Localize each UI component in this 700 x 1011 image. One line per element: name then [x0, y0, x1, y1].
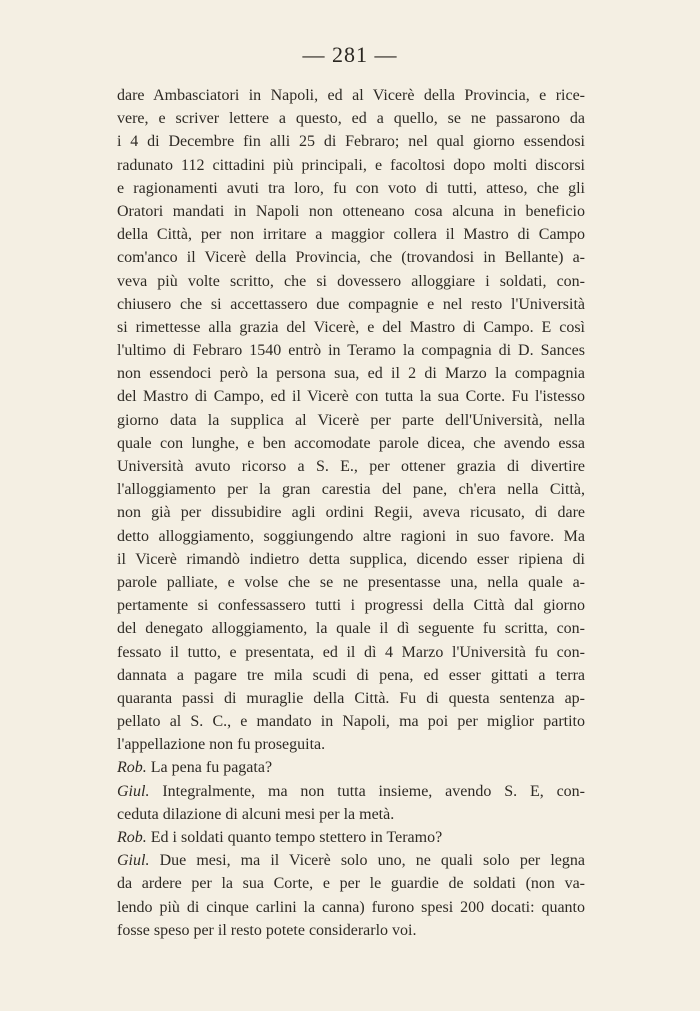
text-line: [117, 130, 585, 153]
text-line: [117, 293, 585, 316]
text-line: [117, 803, 585, 826]
text-line: [117, 177, 585, 200]
line-text: non già per dissubidire agli ordini Regii, aveva ricusato, di dare: [117, 504, 585, 522]
speaker-label: Giul.: [117, 782, 150, 800]
text-line: [117, 223, 585, 246]
line-text: fessato il tutto, e presentata, ed il dì 4 Marzo l'Università fu con-: [117, 643, 585, 661]
text-line: [117, 733, 585, 756]
line-text: non essendoci però la persona sua, ed il 2 di Marzo la compagnia: [117, 365, 585, 383]
text-line: [117, 571, 585, 594]
text-line: [117, 617, 585, 640]
line-text: l'alloggiamento per la gran carestia del pane, ch'era nella Città,: [117, 481, 585, 499]
line-text: parole palliate, e volse che se ne presentasse una, nella quale a-: [117, 573, 585, 591]
line-text: giorno data la supplica al Vicerè per parte dell'Università, nella: [117, 411, 585, 429]
line-text: si rimettesse alla grazia del Vicerè, e del Mastro di Campo. E così: [117, 318, 585, 336]
text-line: [117, 455, 585, 478]
speaker-label: Rob.: [117, 829, 147, 846]
text-line: [117, 84, 585, 107]
text-line: [117, 385, 585, 408]
line-text: il Vicerè rimandò indietro detta supplica, dicendo esser ripiena di: [117, 550, 585, 568]
text-line: [117, 409, 585, 432]
line-text: Università avuto ricorso a S. E., per ottener grazia di divertire: [117, 458, 585, 475]
line-text: l'appellazione non fu proseguita.: [117, 736, 326, 754]
line-text: com'anco il Vicerè della Provincia, che (trovandosi in Bellante) a-: [117, 249, 585, 267]
line-text: e ragionamenti avuti tra loro, fu con voto di tutti, atteso, che gli: [117, 179, 585, 197]
line-text: da ardere per la sua Corte, e per le guardie de soldati (non va-: [117, 875, 585, 893]
line-text: quale con lunghe, e ben accomodate parole dicea, che avendo essa: [117, 434, 585, 452]
line-text: della Città, per non irritare a maggior collera il Mastro di Campo: [117, 226, 585, 244]
text-line: [117, 872, 585, 895]
line-text: ceduta dilazione di alcuni mesi per la metà.: [117, 805, 395, 823]
text-line: [117, 687, 585, 710]
text-line: [117, 849, 585, 872]
text-line: [117, 780, 585, 803]
line-text: fosse speso per il resto potete considerarlo voi.: [117, 921, 417, 939]
line-text: del denegato alloggiamento, la quale il dì seguente fu scritta, con-: [117, 620, 585, 638]
line-text: lendo più di cinque carlini la canna) furono spesi 200 docati: quanto: [117, 898, 585, 916]
speaker-label: Rob.: [117, 759, 147, 777]
text-line: [117, 246, 585, 269]
text-line: [117, 548, 585, 571]
text-line: [117, 200, 585, 223]
line-text: dannata a pagare tre mila scudi di pena, ed esser gittati a terra: [117, 666, 585, 684]
page-number: — 281 —: [302, 42, 398, 67]
text-line: [117, 756, 585, 779]
line-text: dare Ambasciatori in Napoli, ed al Vicerè della Provincia, e rice-: [117, 87, 585, 104]
text-line: [117, 710, 585, 733]
text-line: [117, 641, 585, 664]
text-line: [117, 362, 585, 385]
speaker-label: Giul.: [117, 852, 150, 870]
text-line: [117, 478, 585, 501]
text-line: [117, 919, 585, 942]
text-line: [117, 339, 585, 362]
line-text: radunato 112 cittadini più principali, e facoltosi dopo molti discorsi: [117, 156, 585, 174]
text-line: [117, 270, 585, 293]
text-line: [117, 107, 585, 130]
line-text: Oratori mandati in Napoli non otteneano cosa alcuna in beneficio: [117, 202, 585, 220]
text-line: [117, 432, 585, 455]
line-text: veva più volte scritto, che si dovessero alloggiare i soldati, con-: [117, 272, 585, 290]
line-text: del Mastro di Campo, ed il Vicerè con tutta la sua Corte. Fu l'istesso: [117, 388, 585, 406]
line-text: detto alloggiamento, soggiungendo altre ragioni in suo favore. Ma: [117, 527, 585, 545]
line-text: pellato al S. C., e mandato in Napoli, ma poi per miglior partito: [117, 713, 585, 731]
line-text: chiusero che si accettassero due compagnie e nel resto l'Università: [117, 295, 585, 313]
text-line: [117, 896, 585, 919]
text-line: [117, 664, 585, 687]
line-text: l'ultimo di Febraro 1540 entrò in Teramo la compagnia di D. Sances: [117, 342, 585, 360]
line-text: Due mesi, ma il Vicerè solo uno, ne quali solo per legna: [159, 852, 585, 870]
text-line: [117, 525, 585, 548]
body-text: [117, 84, 585, 942]
text-line: [117, 594, 585, 617]
line-text: Ed i soldati quanto tempo stettero in Teramo?: [150, 829, 443, 846]
text-line: [117, 826, 585, 849]
line-text: vere, e scriver lettere a questo, ed a quello, se ne passarono da: [117, 110, 585, 128]
line-text: i 4 di Decembre fin alli 25 di Febraro; nel qual giorno essendosi: [117, 133, 585, 151]
text-line: [117, 154, 585, 177]
line-text: Integralmente, ma non tutta insieme, avendo S. E, con-: [162, 782, 585, 800]
line-text: La pena fu pagata?: [150, 759, 273, 777]
line-text: pertamente si confessassero tutti i progressi della Città dal giorno: [117, 597, 585, 615]
text-line: [117, 501, 585, 524]
text-line: [117, 316, 585, 339]
line-text: quaranta passi di muraglie della Città. Fu di questa sentenza ap-: [117, 689, 585, 707]
